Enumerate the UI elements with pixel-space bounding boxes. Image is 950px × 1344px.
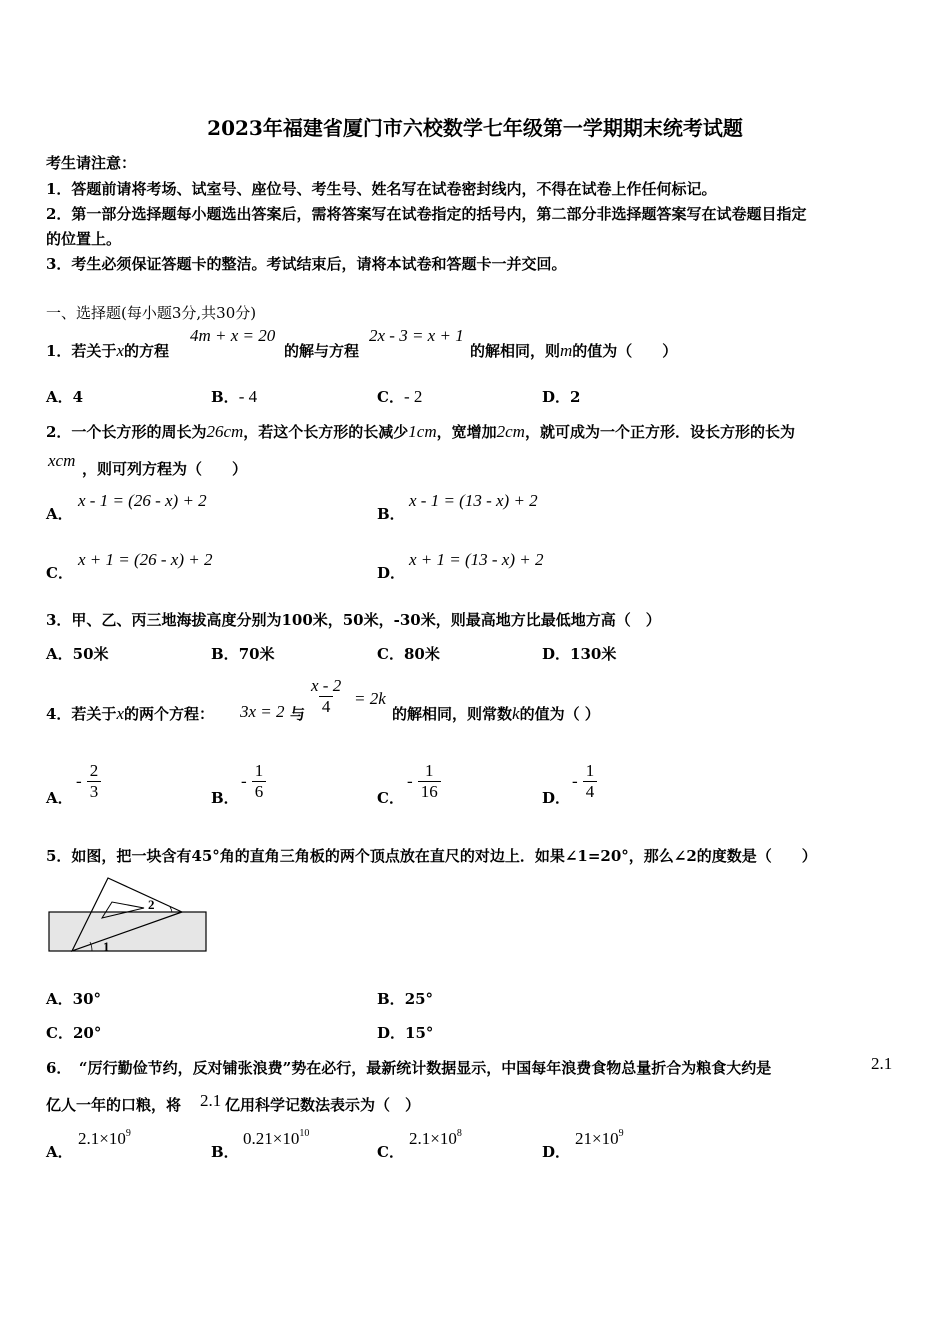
q1-text: 的解与方程 [284,342,360,360]
q1-var-m: m [560,341,573,360]
q6-option-d-label[interactable]: D． [542,1143,571,1161]
q3-option-b[interactable]: B．70米 [211,645,275,663]
q4-equation-rhs: = 2k [354,689,386,708]
notice-item-3: 3．考生必须保证答题卡的整洁。考试结束后，请将本试卷和答题卡一并交回。 [46,255,567,273]
question-2: 2．一个长方形的周长为26cm，若这个长方形的长减少1cm，宽增加2cm，就可成为一个正方形．设长方形的长为 [46,422,795,441]
q4-option-b-label[interactable]: B． [211,789,239,807]
q1-text: 1．若关于 [46,342,117,360]
q1-equation-2: 2x - 3 = x + 1 [369,326,464,345]
q1-text: 的方程 [123,342,169,360]
q2-option-b-label[interactable]: B． [377,505,405,523]
q2-value: xcm [48,451,76,470]
q4-equation-1: 3x = 2 [240,702,285,721]
q2-value: 1cm [408,422,437,441]
q6-text: 亿用科学记数法表示为（ ） [225,1096,421,1114]
section-heading: 一、选择题(每小题3分,共30分) [46,304,257,322]
q2-option-d[interactable]: x + 1 = (13 - x) + 2 [409,550,544,569]
q6-text: 亿人一年的口粮，将 [46,1096,182,1114]
q4-option-a[interactable]: - $\frac{2}{3}$ [76,761,101,802]
q4-option-a-label[interactable]: A． [46,789,73,807]
q6-option-a-label[interactable]: A． [46,1143,73,1161]
q1-var-x: x [116,341,124,360]
q6-option-a[interactable]: $2.1\times 10^9$ [78,1128,131,1148]
question-3: 3．甲、乙、丙三地海拔高度分别为100米，50米，-30米，则最高地方比最低地方高（ ） [46,611,661,629]
q4-text: 的解相同，则常数k的值为（ ） [392,704,600,723]
q3-option-d[interactable]: D．130米 [542,645,617,663]
q6-value: 2.1 [200,1091,222,1110]
question-5: 5．如图，把一块含有45°角的直角三角板的两个顶点放在直尺的对边上．如果∠1=20°，那么∠2的度数是（ ） [46,847,817,865]
figure-label-1: 1 [103,939,110,954]
q1-option-b[interactable]: B．- 4 [211,387,258,406]
q6-option-c[interactable]: $2.1\times 10^8$ [409,1128,462,1148]
q1-option-c[interactable]: C．- 2 [377,387,423,406]
q6-value: 2.1 [871,1054,893,1073]
q1-text: 的值为（ ） [572,342,678,360]
q1-option-a[interactable]: A．4 [46,388,84,406]
notice-item-2-cont: 的位置上。 [46,230,122,248]
q2-option-c[interactable]: x + 1 = (26 - x) + 2 [78,550,213,569]
q5-option-a[interactable]: A．30° [46,990,102,1008]
q4-text: 与 [290,705,306,723]
q5-option-b[interactable]: B．25° [377,990,434,1008]
q2-value: 26cm [206,422,244,441]
notice-heading: 考生请注意： [46,154,137,172]
q3-option-c[interactable]: C．80米 [377,645,440,663]
page-title: 2023年福建省厦门市六校数学七年级第一学期期末统考试题 [207,116,743,140]
q6-option-c-label[interactable]: C． [377,1143,404,1161]
q1-text [470,340,677,361]
q6-option-b[interactable]: $0.21\times 10^{10}$ [243,1128,310,1148]
q3-option-a[interactable]: A．50米 [46,645,109,663]
q4-option-c-label[interactable]: C． [377,789,404,807]
q4-option-b[interactable]: - $\frac{1}{6}$ [241,761,266,802]
notice-item-2: 2．第一部分选择题每小题选出答案后，需将答案写在试卷指定的括号内，第二部分非选择题答案写在试卷题目指定 [46,205,807,223]
q2-option-d-label[interactable]: D． [377,564,406,582]
q2-option-c-label[interactable]: C． [46,564,73,582]
ruler-triangle-figure [44,872,214,958]
question-4: 4．若关于x的两个方程： [46,704,214,723]
q2-value: 2cm [496,422,525,441]
q4-fraction: $\frac{x - 2}{4}$ [311,676,342,716]
q6-option-b-label[interactable]: B． [211,1143,239,1161]
question-6: 6． “厉行勤俭节约，反对铺张浪费”势在必行，最新统计数据显示，中国每年浪费食物总量折合为粮食大约是 [46,1059,772,1077]
q4-option-d[interactable]: - $\frac{1}{4}$ [572,761,597,802]
figure-label-2: 2 [148,897,155,912]
q2-option-b[interactable]: x - 1 = (13 - x) + 2 [409,491,538,510]
q2-option-a-label[interactable]: A． [46,505,73,523]
q1-option-d[interactable]: D．2 [542,388,581,406]
q1-equation-1: 4m + x = 20 [190,326,276,345]
q4-option-c[interactable]: - $\frac{1}{16}$ [407,761,441,802]
q5-option-c[interactable]: C．20° [46,1024,102,1042]
q2-option-a[interactable]: x - 1 = (26 - x) + 2 [78,491,207,510]
q5-option-d[interactable]: D．15° [377,1024,434,1042]
question-1 [46,340,169,361]
q4-option-d-label[interactable]: D． [542,789,571,807]
q2-text: ，则可列方程为（ ） [82,460,248,478]
notice-item-1: 1．答题前请将考场、试室号、座位号、考生号、姓名写在试卷密封线内，不得在试卷上作任何标记。 [46,180,717,198]
q1-text: 的解相同，则 [470,342,561,360]
q6-option-d[interactable]: $21\times 10^9$ [575,1128,624,1148]
